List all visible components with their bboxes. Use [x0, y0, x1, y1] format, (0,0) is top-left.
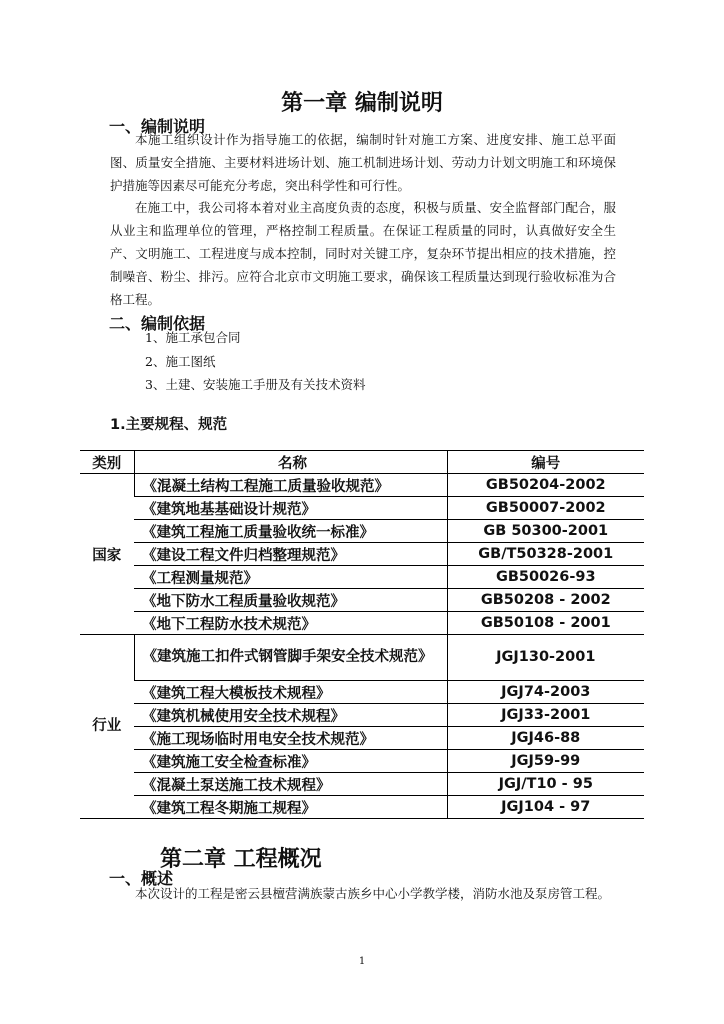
table-row [80, 612, 644, 635]
standard-code: GB50108 - 2001 [447, 612, 644, 635]
table-row [80, 681, 644, 704]
standard-code: GB50208 - 2002 [447, 589, 644, 612]
section-heading-preparation-notes: 一、编制说明 [109, 117, 206, 136]
standard-name: 《建筑工程冬期施工规程》 [134, 796, 447, 819]
standards-table [80, 450, 644, 819]
basis-list [145, 326, 365, 397]
section-heading-basis: 二、编制依据 [109, 314, 206, 333]
standard-name: 《施工现场临时用电安全技术规范》 [134, 727, 447, 750]
standard-name: 《建筑施工安全检查标准》 [134, 750, 447, 773]
standard-code: GB50007-2002 [447, 497, 644, 520]
list-item: 1、施工承包合同 [145, 330, 241, 345]
table-header-row [80, 451, 644, 474]
chapter-2-title: 第二章 工程概况 [160, 846, 322, 872]
list-item: 3、土建、安装施工手册及有关技术资料 [145, 377, 366, 392]
standard-code: JGJ104 - 97 [447, 796, 644, 819]
standard-name: 《地下防水工程质量验收规范》 [134, 589, 447, 612]
subheading-standards: 1.主要规程、规范 [110, 417, 228, 433]
table-row [80, 704, 644, 727]
chapter-1-title: 第一章 编制说明 [281, 90, 443, 116]
standard-code: GB/T50328-2001 [447, 543, 644, 566]
table-row [80, 474, 644, 497]
header-name: 名称 [134, 451, 447, 474]
standard-code: JGJ59-99 [447, 750, 644, 773]
table-row [80, 543, 644, 566]
paragraph-commitment: 在施工中，我公司将本着对业主高度负责的态度，积极与质量、安全监督部门配合，服从业主和监理单位的管理，严格控制工程质量。在保证工程质量的同时，认真做好安全生产、文明施工、工程进度与成本控制，同时对关键工序，复杂环节提出相应的技术措施，控制噪音、粉尘、排污。应符合北京市文明施工要求，确保该工程质量达到现行验收标准为合格工程。 [110, 200, 616, 307]
standard-code: JGJ130-2001 [447, 635, 644, 681]
table-row [80, 796, 644, 819]
standard-name: 《混凝土泵送施工技术规程》 [134, 773, 447, 796]
list-item: 2、施工图纸 [145, 353, 216, 369]
header-category: 类别 [80, 451, 134, 474]
paragraph-overview: 本次设计的工程是密云县檀营满族蒙古族乡中心小学教学楼，消防水池及泵房管工程。 [135, 886, 611, 901]
standard-name: 《建筑工程大模板技术规程》 [134, 681, 447, 704]
table-row [80, 497, 644, 520]
standard-name: 《工程测量规范》 [134, 566, 447, 589]
table-row [80, 520, 644, 543]
standard-name: 《建筑工程施工质量验收统一标准》 [134, 520, 447, 543]
category-cell: 行业 [80, 635, 134, 819]
standard-name: 《混凝土结构工程施工质量验收规范》 [134, 474, 447, 497]
page-number: 1 [358, 956, 366, 967]
table-row [80, 635, 644, 681]
standard-code: GB 50300-2001 [447, 520, 644, 543]
table-row [80, 727, 644, 750]
standard-name: 《建筑地基基础设计规范》 [134, 497, 447, 520]
standard-name: 《地下工程防水技术规范》 [134, 612, 447, 635]
category-cell: 国家 [80, 474, 134, 635]
standard-code: GB50204-2002 [447, 474, 644, 497]
paragraph-intro: 本施工组织设计作为指导施工的依据，编制时针对施工方案、进度安排、施工总平面图、质量安全措施、主要材料进场计划、施工机制进场计划、劳动力计划文明施工和环境保护措施等因素尽可能充分考虑，突出科学性和可行性。 [110, 132, 616, 193]
standard-code: JGJ46-88 [447, 727, 644, 750]
standard-name: 《建筑施工扣件式钢管脚手架安全技术规范》 [134, 635, 447, 681]
standard-name: 《建筑机械使用安全技术规程》 [134, 704, 447, 727]
table-row [80, 773, 644, 796]
standard-code: JGJ74-2003 [447, 681, 644, 704]
header-code: 编号 [447, 451, 644, 474]
standard-code: GB50026-93 [447, 566, 644, 589]
standard-code: JGJ/T10 - 95 [447, 773, 644, 796]
standard-code: JGJ33-2001 [447, 704, 644, 727]
table-row [80, 750, 644, 773]
table-row [80, 566, 644, 589]
table-row [80, 589, 644, 612]
section-heading-overview: 一、概述 [109, 869, 174, 888]
standard-name: 《建设工程文件归档整理规范》 [134, 543, 447, 566]
